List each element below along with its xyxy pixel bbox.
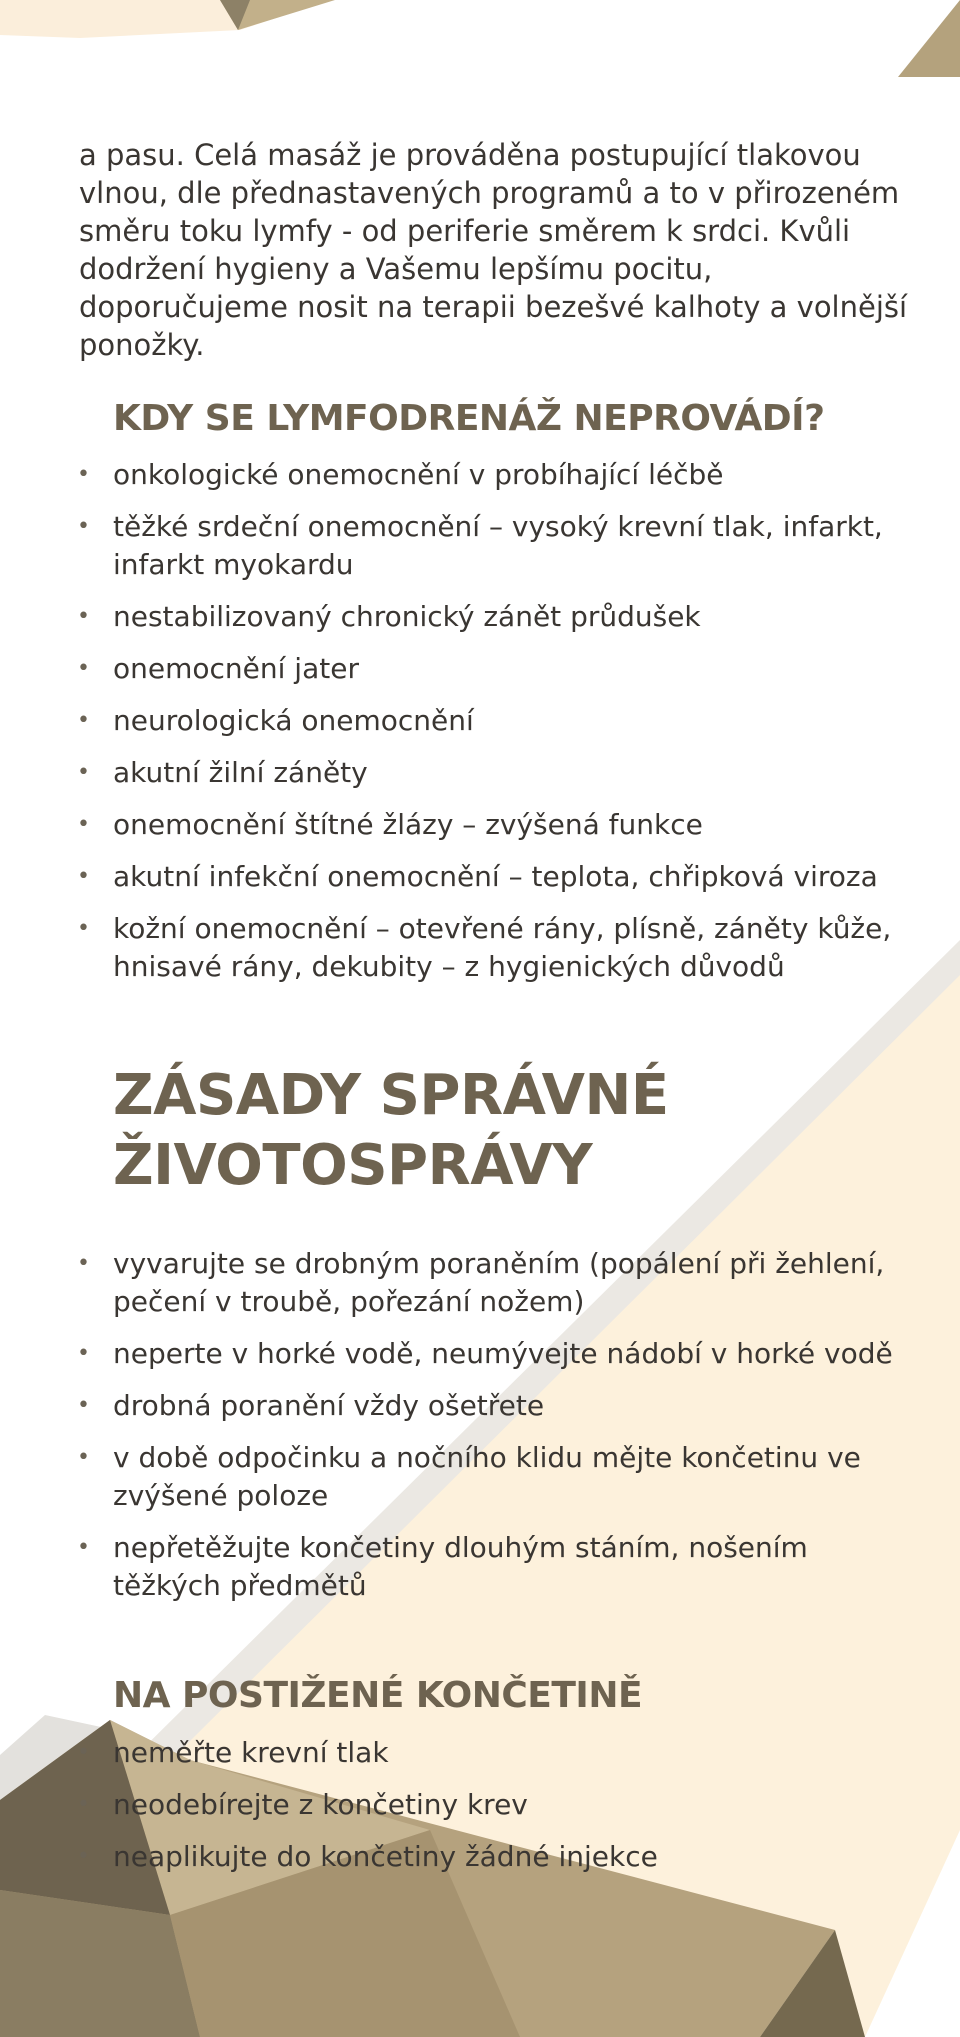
heading-lifestyle-line2: ŽIVOTOSPRÁVY	[113, 1133, 593, 1198]
list-item: • nestabilizovaný chronický zánět průdušek	[0, 598, 960, 636]
bullet-icon: •	[77, 864, 90, 889]
bullet-icon: •	[77, 1844, 90, 1869]
list-item: • neaplikujte do končetiny žádné injekce	[0, 1838, 960, 1876]
heading-lifestyle-principles	[113, 1061, 669, 1201]
heading-affected-limb: NA POSTIŽENÉ KONČETINĚ	[113, 1675, 643, 1716]
bullet-icon: •	[77, 1251, 90, 1276]
list-item: • neodebírejte z končetiny krev	[0, 1786, 960, 1824]
contraindications-list	[0, 456, 960, 1000]
list-item: • těžké srdeční onemocnění – vysoký krevní tlak, infarkt, infarkt myokardu	[77, 510, 883, 581]
list-item: • v době odpočinku a nočního klidu mějte končetinu ve zvýšené poloze	[77, 1441, 861, 1512]
bullet-icon: •	[77, 514, 90, 539]
heading-contraindications: KDY SE LYMFODRENÁŽ NEPROVÁDÍ?	[113, 398, 825, 439]
bullet-icon: •	[77, 812, 90, 837]
list-item: • vyvarujte se drobným poraněním (popálení při žehlení, pečení v troubě, pořezání nožem)	[77, 1247, 885, 1318]
bullet-icon: •	[77, 708, 90, 733]
list-item: • neperte v horké vodě, neumývejte nádobí v horké vodě	[0, 1335, 960, 1373]
lifestyle-list	[0, 1245, 960, 1619]
list-item: • akutní žilní záněty	[0, 754, 960, 792]
bullet-icon: •	[77, 916, 90, 941]
bullet-icon: •	[77, 1792, 90, 1817]
bullet-icon: •	[77, 1535, 90, 1560]
list-item: • onemocnění štítné žlázy – zvýšená funkce	[0, 806, 960, 844]
list-item: • neměřte krevní tlak	[0, 1734, 960, 1772]
bullet-icon: •	[77, 1341, 90, 1366]
list-item: • nepřetěžujte končetiny dlouhým stáním, nošením těžkých předmětů	[77, 1531, 808, 1602]
list-item: • kožní onemocnění – otevřené rány, plísně, záněty kůže, hnisavé rány, dekubity – z hygienických důvodů	[77, 912, 892, 983]
intro-paragraph: a pasu. Celá masáž je prováděna postupující tlakovou vlnou, dle přednastavených programů a to v přirozeném směru toku lymfy - od periferie směrem k srdci. Kvůli dodržení hygieny a Vašemu lepšímu pocitu, doporučujeme nosit na terapii bezešvé kalhoty a volnější ponožky.	[79, 138, 908, 362]
list-item: • akutní infekční onemocnění – teplota, chřipková viroza	[0, 858, 960, 896]
list-item: • onemocnění jater	[0, 650, 960, 688]
bullet-icon: •	[77, 462, 90, 487]
list-item: • neurologická onemocnění	[0, 702, 960, 740]
bullet-icon: •	[77, 1740, 90, 1765]
bullet-icon: •	[77, 1393, 90, 1418]
bullet-icon: •	[77, 604, 90, 629]
bullet-icon: •	[77, 1445, 90, 1470]
bullet-icon: •	[77, 656, 90, 681]
bullet-icon: •	[77, 760, 90, 785]
heading-lifestyle-line1: ZÁSADY SPRÁVNÉ	[113, 1063, 669, 1128]
list-item: • onkologické onemocnění v probíhající léčbě	[0, 456, 960, 494]
list-item: • drobná poranění vždy ošetřete	[0, 1387, 960, 1425]
affected-limb-list	[0, 1734, 960, 1890]
